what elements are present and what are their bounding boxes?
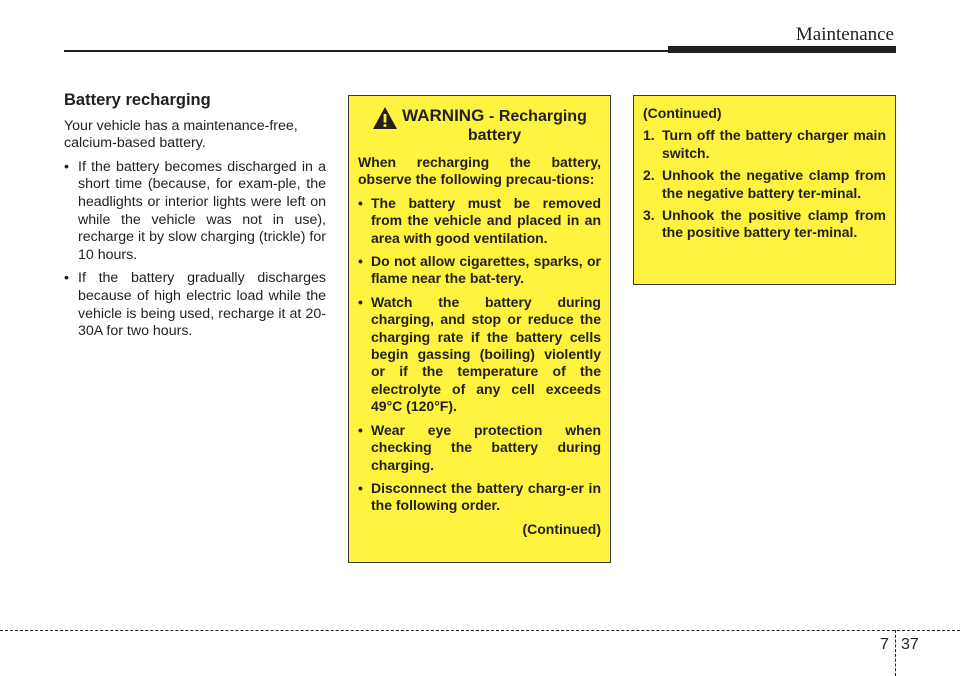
warning-label: WARNING [402, 106, 485, 125]
continued-label: (Continued) [522, 520, 601, 537]
warning-bullets [358, 195, 601, 515]
footer-page-divider [895, 630, 896, 676]
warning-bullet: • The battery must be removed from the vehicle and placed in an area with good ventilation. [358, 195, 601, 247]
continuation-box [633, 95, 896, 285]
step-number: 3. [643, 207, 655, 224]
footer-divider [0, 630, 960, 631]
header-rule [64, 50, 668, 52]
warning-title-line2: battery [467, 127, 522, 144]
recharge-bullets [64, 159, 326, 341]
warning-title: - Recharging [489, 108, 587, 125]
step-item [643, 167, 886, 202]
warning-box [348, 95, 611, 563]
step-number: 1. [643, 127, 655, 144]
step-item [643, 207, 886, 242]
step-text: Unhook the positive clamp from the positive battery ter-minal. [662, 207, 886, 241]
chapter-number: 7 [880, 636, 889, 653]
disconnect-steps [643, 127, 886, 241]
header-section-title: Maintenance [795, 24, 894, 45]
section-title: Battery recharging [64, 91, 211, 109]
page-number: 37 [901, 636, 919, 653]
warning-header [358, 106, 601, 145]
warning-triangle-icon [372, 106, 398, 130]
warning-bullet: • Wear eye protection when checking the battery during charging. [358, 422, 601, 474]
warning-bullet: • Disconnect the battery charg-er in the following order. [358, 480, 601, 515]
warning-bullet: • Do not allow cigarettes, sparks, or flame near the bat-tery. [358, 253, 601, 288]
bullet-item: • If the battery gradually discharges because of high electric load while the vehicle is being used, recharge it at 20-30A for two hours. [64, 270, 326, 340]
warning-intro: When recharging the battery, observe the following precau-tions: [358, 154, 601, 188]
warning-bullet: • Watch the battery during charging, and stop or reduce the charging rate if the battery cells begin gassing (boiling) violently or if the temperature of the electrolyte of any cell exceeds 49°C (120°F). [358, 294, 601, 416]
continued-heading: (Continued) [643, 105, 722, 121]
step-item [643, 127, 886, 162]
header-rule-accent [668, 46, 896, 53]
intro-paragraph: Your vehicle has a maintenance-free, calcium-based battery. [64, 117, 298, 152]
left-column [64, 92, 326, 347]
step-text: Unhook the negative clamp from the negative battery ter-minal. [662, 167, 886, 201]
step-number: 2. [643, 167, 655, 184]
bullet-item: • If the battery becomes discharged in a short time (because, for exam-ple, the headlights or interior lights were left on while the vehicle was not in use), recharge it by slow charging (trickle) for 10 hours. [64, 159, 326, 265]
step-text: Turn off the battery charger main switch. [662, 127, 886, 161]
